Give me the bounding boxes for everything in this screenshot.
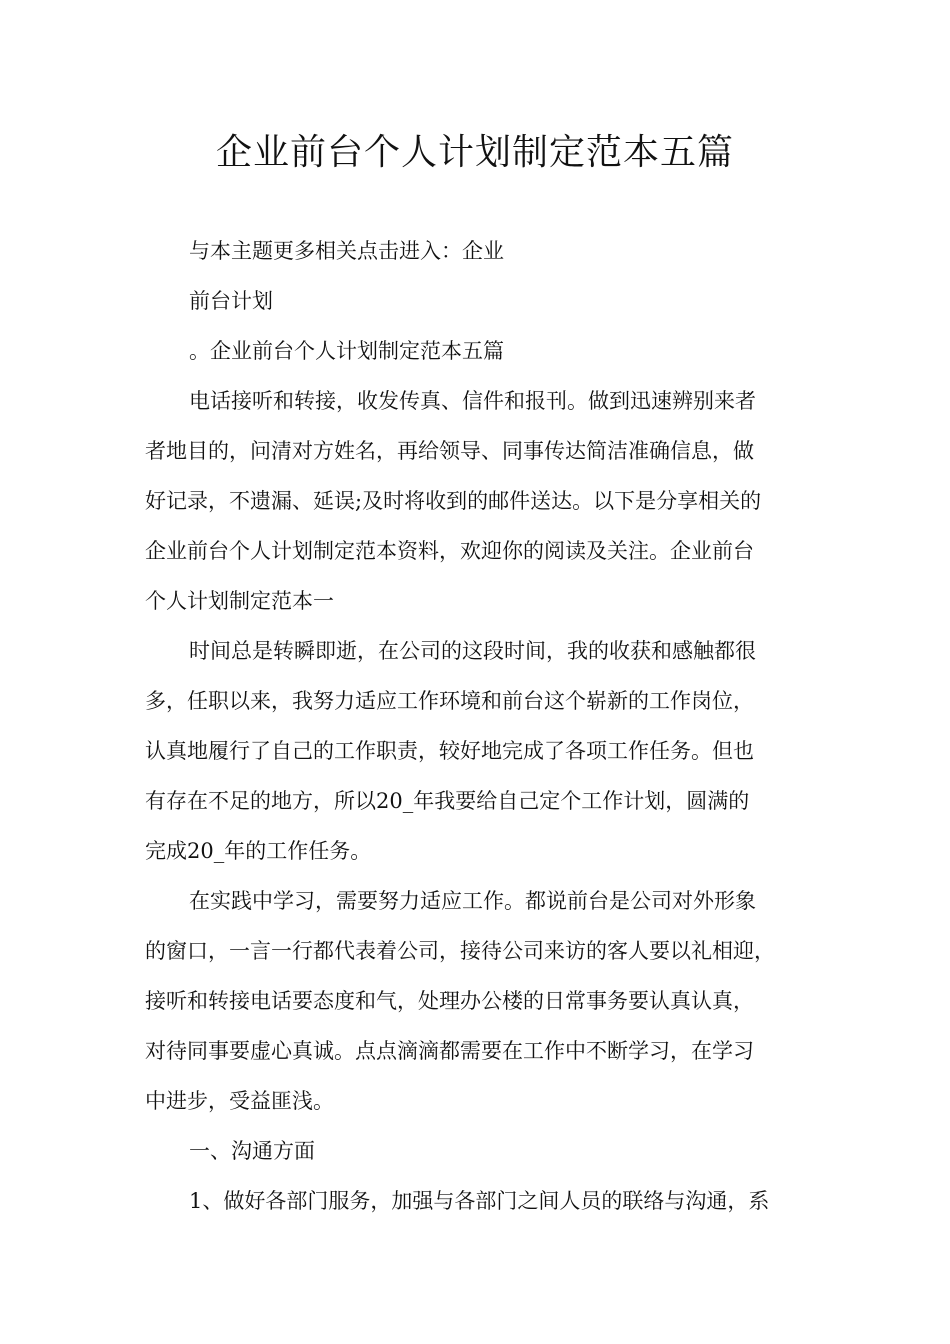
paragraph-line: 。企业前台个人计划制定范本五篇 xyxy=(189,339,504,363)
paragraph-line: 认真地履行了自己的工作职责，较好地完成了各项工作任务。但也 xyxy=(145,739,754,763)
paragraph-line: 多，任职以来，我努力适应工作环境和前台这个崭新的工作岗位， xyxy=(145,689,754,713)
paragraph-line: 对待同事要虚心真诚。点点滴滴都需要在工作中不断学习，在学习 xyxy=(145,1039,754,1063)
paragraph-line: 前台计划 xyxy=(189,289,273,313)
paragraph-line: 有存在不足的地方，所以20_年我要给自己定个工作计划，圆满的 xyxy=(145,789,750,813)
paragraph-line: 的窗口，一言一行都代表着公司，接待公司来访的客人要以礼相迎， xyxy=(145,939,775,963)
paragraph-line: 电话接听和转接，收发传真、信件和报刊。做到迅速辨别来者 xyxy=(189,389,756,413)
paragraph-line: 者地目的，问清对方姓名，再给领导、同事传达简洁准确信息，做 xyxy=(145,439,754,463)
paragraph-line: 与本主题更多相关点击进入：企业 xyxy=(189,239,504,263)
document-title: 企业前台个人计划制定范本五篇 xyxy=(215,132,734,173)
paragraph-line: 1、做好各部门服务，加强与各部门之间人员的联络与沟通，系 xyxy=(189,1189,770,1213)
section-heading: 一、沟通方面 xyxy=(189,1139,315,1163)
paragraph-line: 企业前台个人计划制定范本资料，欢迎你的阅读及关注。企业前台 xyxy=(145,539,754,563)
paragraph-line: 好记录，不遗漏、延误;及时将收到的邮件送达。以下是分享相关的 xyxy=(145,489,762,513)
paragraph-line: 接听和转接电话要态度和气，处理办公楼的日常事务要认真认真， xyxy=(145,989,754,1013)
paragraph-line: 中进步，受益匪浅。 xyxy=(145,1089,334,1113)
paragraph-line: 在实践中学习，需要努力适应工作。都说前台是公司对外形象 xyxy=(189,889,756,913)
paragraph-line: 时间总是转瞬即逝，在公司的这段时间，我的收获和感触都很 xyxy=(189,639,756,663)
paragraph-line: 个人计划制定范本一 xyxy=(145,589,334,613)
paragraph-line: 完成20_年的工作任务。 xyxy=(145,839,372,863)
